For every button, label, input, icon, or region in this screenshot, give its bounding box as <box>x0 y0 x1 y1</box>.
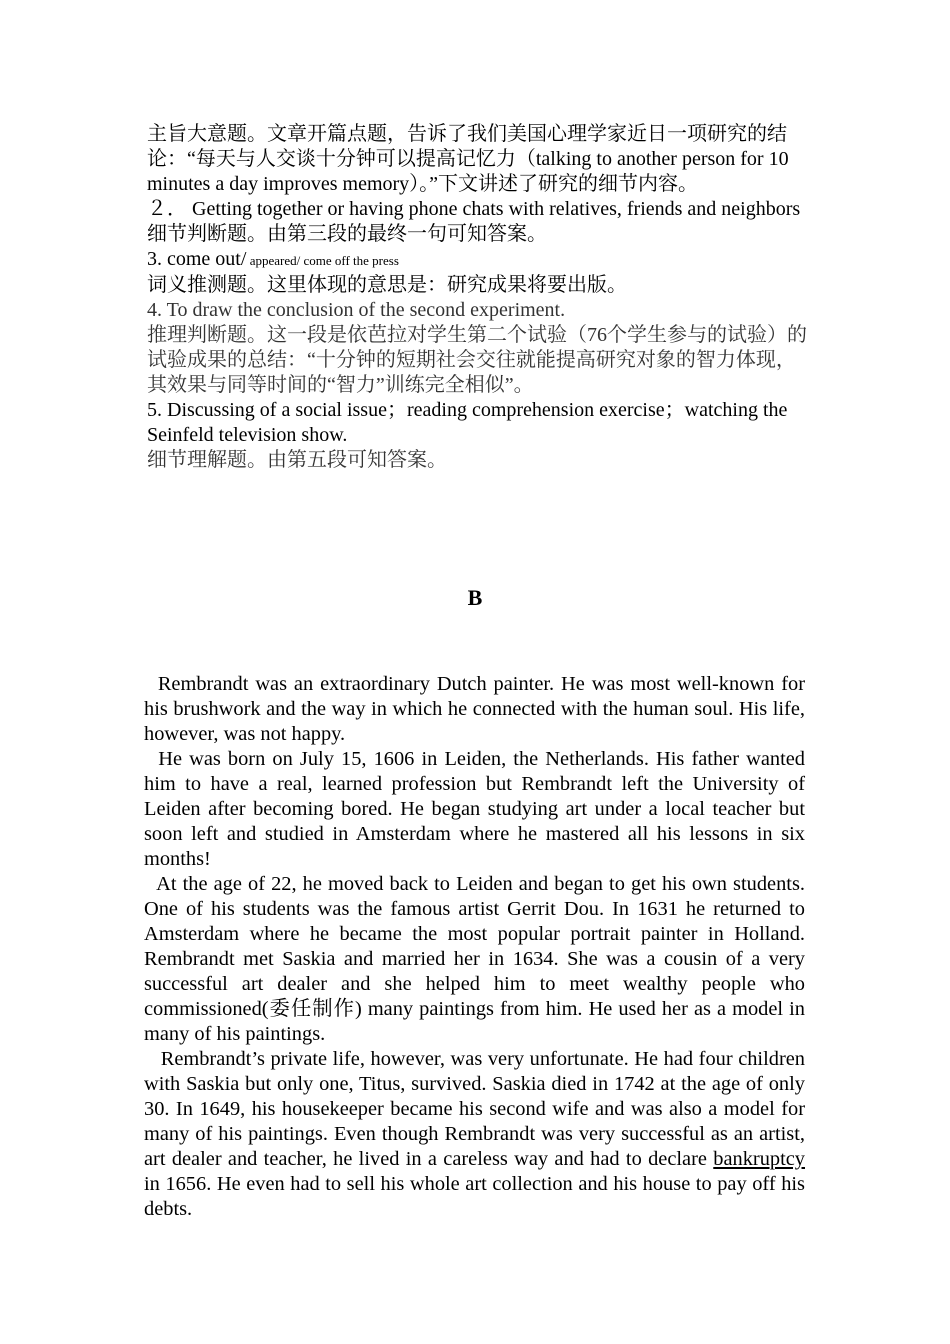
answer-key <box>147 122 807 473</box>
paragraph-4-text-end: in 1656. He even had to sell his whole art collection and his house to pay off his debts. <box>144 1173 805 1220</box>
answer-3-alternatives: appeared/ come off the press <box>246 253 399 268</box>
passage-paragraph-4 <box>144 1047 805 1222</box>
answer-1-explanation: 主旨大意题。文章开篇点题，告诉了我们美国心理学家近日一项研究的结论：“每天与人交谈十分钟可以提高记忆力（talking to another person for 10 minutes a day improves memory）。”下文讲述了研究的细节内容。 <box>147 123 789 195</box>
answer-3-explanation: 词义推测题。这里体现的意思是：研究成果将要出版。 <box>147 274 627 296</box>
reading-passage <box>144 672 805 1222</box>
answer-2-explanation: 细节判断题。由第三段的最终一句可知答案。 <box>147 223 547 245</box>
passage-paragraph-3 <box>144 872 805 1047</box>
answer-2: ２． Getting together or having phone chats with relatives, friends and neighbors <box>147 198 801 220</box>
passage-paragraph-2 <box>144 747 805 872</box>
answer-5-explanation: 细节理解题。由第五段可知答案。 <box>147 449 447 471</box>
answer-3-main: 3. come out/ <box>147 248 247 270</box>
section-heading: B <box>467 585 483 610</box>
answer-5: 5. Discussing of a social issue；reading comprehension exercise；watching the Seinfeld television show. <box>147 399 788 446</box>
paragraph-4-text: Rembrandt’s private life, however, was very unfortunate. He had four children with Saskia but only one, Titus, survived. Saskia died in 1742 at the age of only 30. In 1649, his housekeeper became his second wife and was also a model for many of his paintings. Even though Rembrandt was very successful as an artist, art dealer and teacher, he lived in a careless way and had to declare <box>144 1048 805 1170</box>
paragraph-3-text: At the age of 22, he moved back to Leiden and began to get his own students. One of his students was the famous artist Gerrit Dou. In 1631 he returned to Amsterdam where he became the most popular portrait painter in Holland. Rembrandt met Saskia and married her in 1634. She was a cousin of a very successful art dealer and she helped him to meet wealthy people who commissioned(委任制作) many paintings from him. He used her as a model in many of his paintings. <box>144 873 805 1045</box>
answer-4: 4. To draw the conclusion of the second experiment. <box>147 299 566 321</box>
underlined-word: bankruptcy <box>713 1148 805 1170</box>
paragraph-2-text: He was born on July 15, 1606 in Leiden, the Netherlands. His father wanted him to have a real, learned profession but Rembrandt left the University of Leiden after becoming bored. He began studying art under a local teacher but soon left and studied in Amsterdam where he mastered all his lessons in six months! <box>144 748 805 870</box>
answer-3 <box>147 247 807 273</box>
paragraph-1-text: Rembrandt was an extraordinary Dutch painter. He was most well-known for his brushwork and the way in which he connected with the human soul. His life, however, was not happy. <box>144 673 805 745</box>
answer-4-explanation: 推理判断题。这一段是依芭拉对学生第二个试验（76个学生参与的试验）的试验成果的总结：“十分钟的短期社会交往就能提高研究对象的智力体现，其效果与同等时间的“智力”训练完全相似”。 <box>147 324 807 396</box>
passage-paragraph-1 <box>144 672 805 747</box>
